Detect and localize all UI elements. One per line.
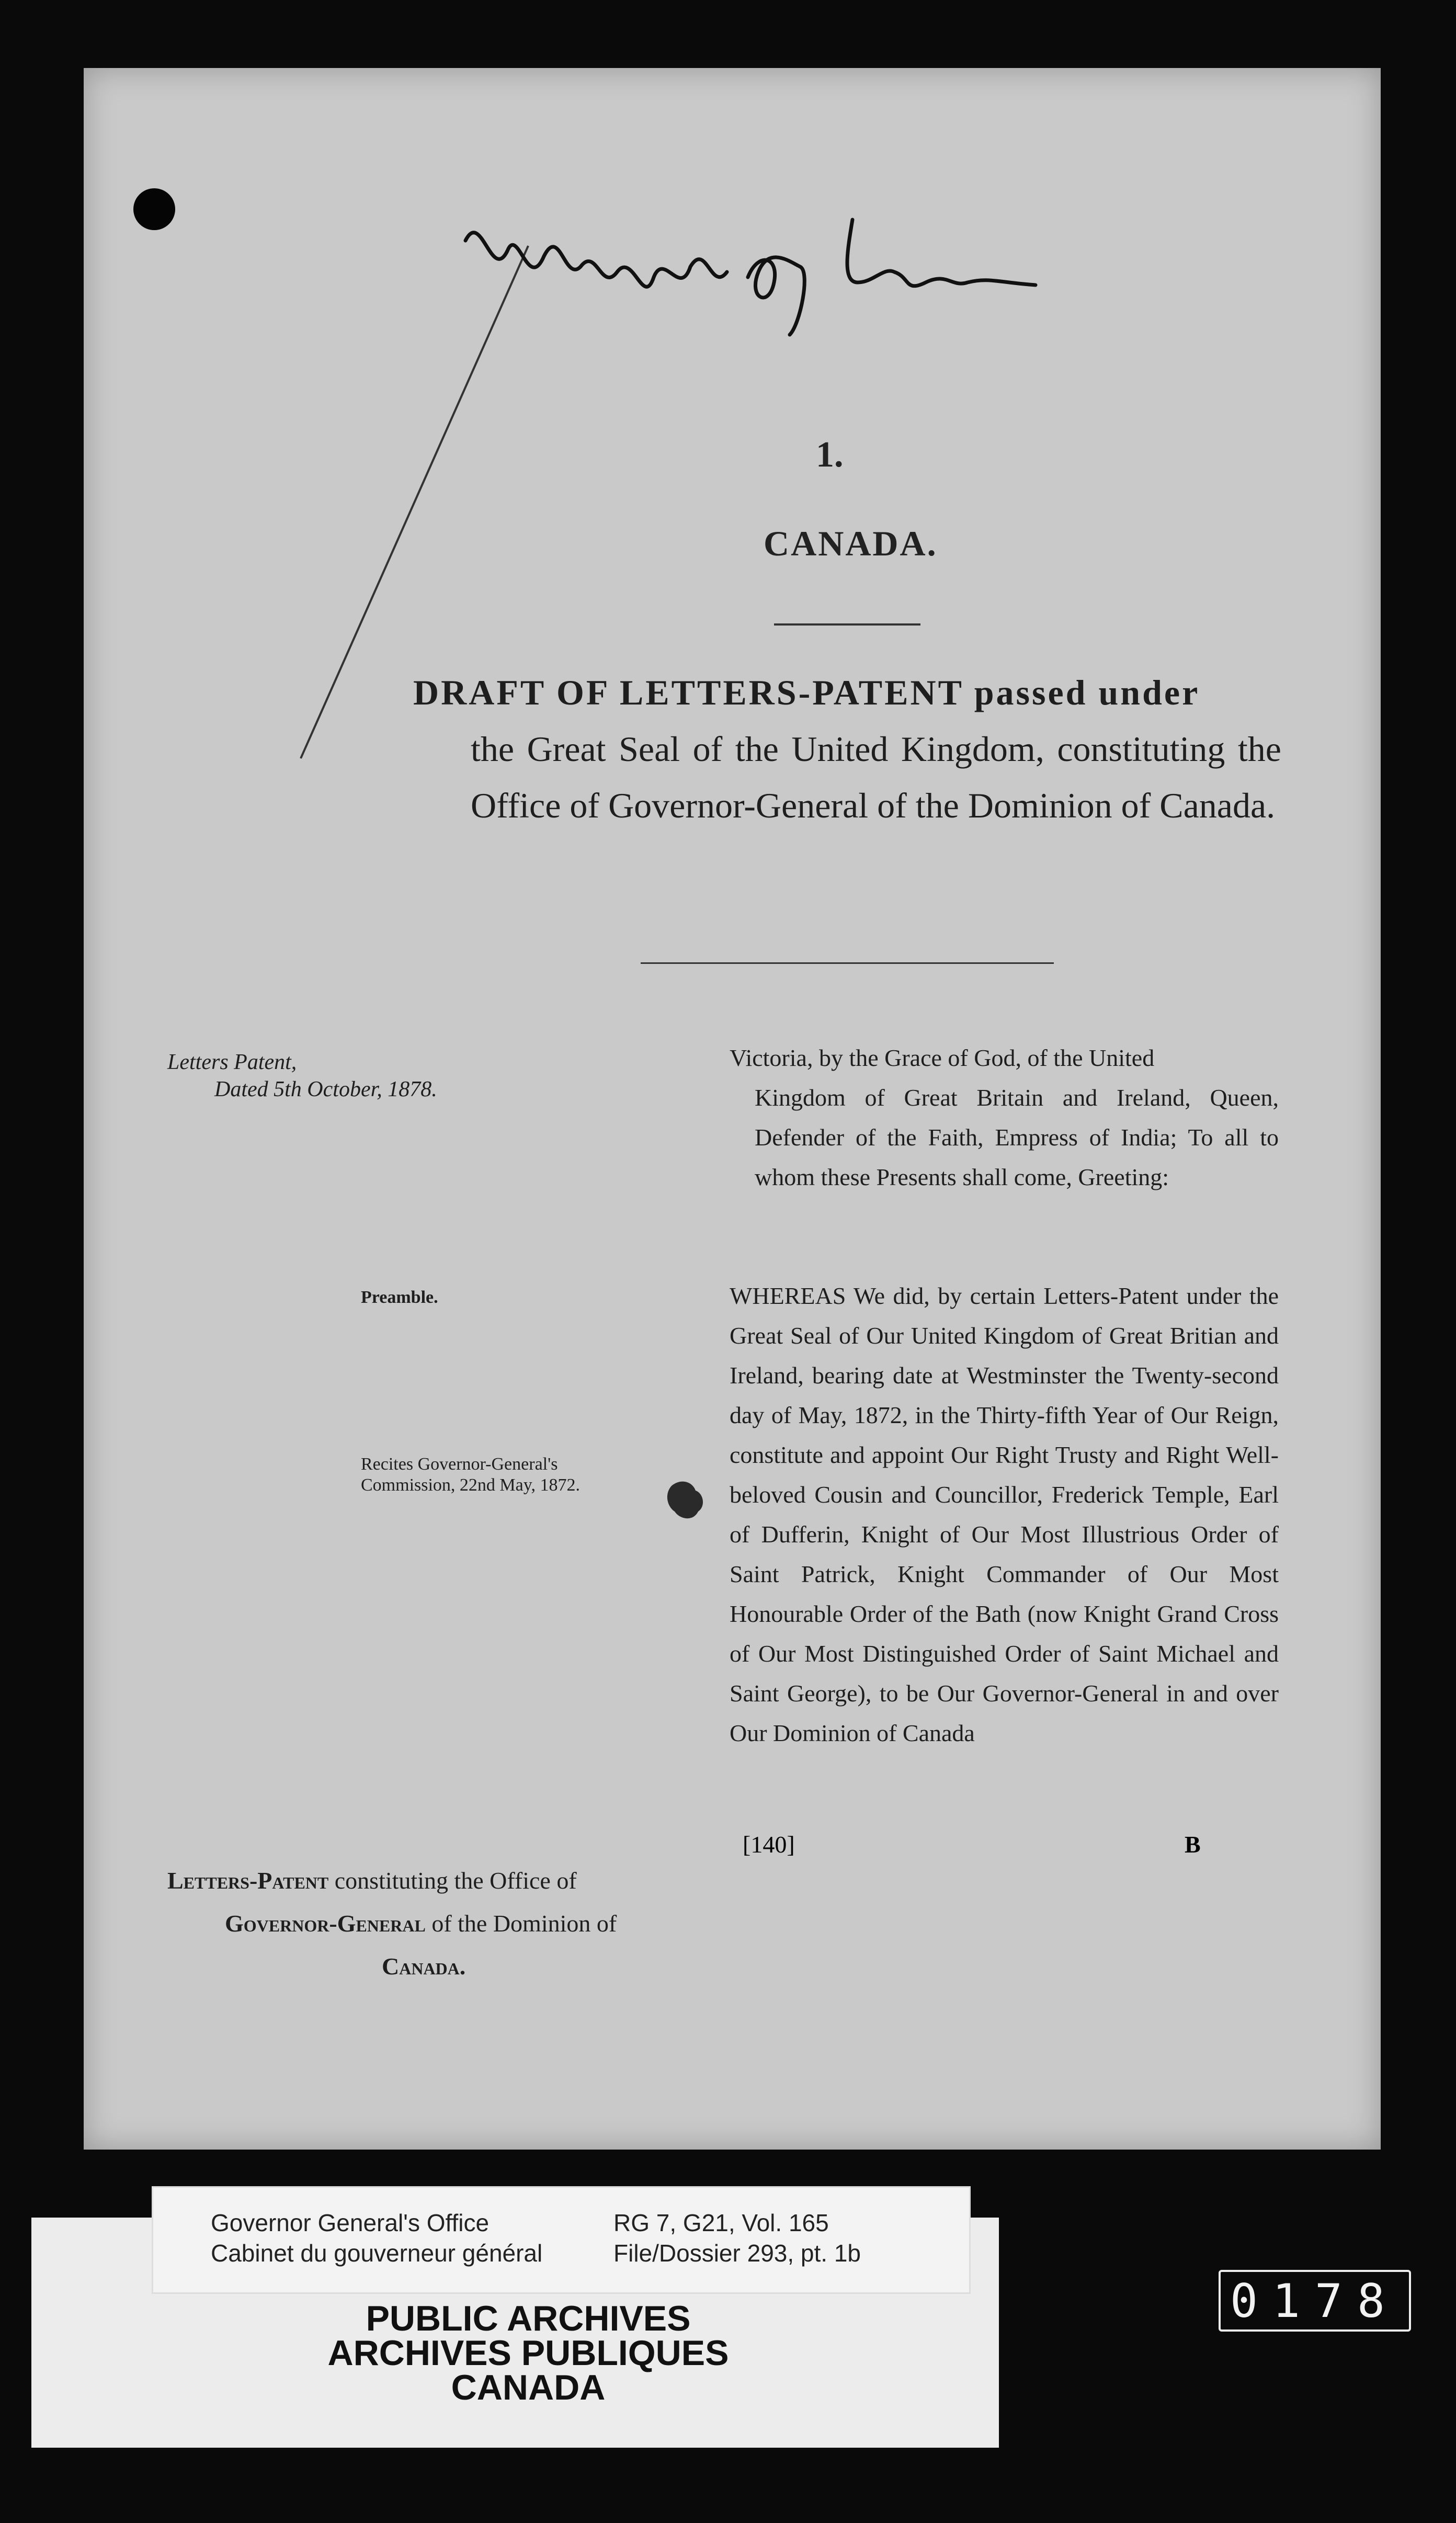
archive-reference	[613, 2208, 861, 2268]
office-fr: Cabinet du gouverneur général	[211, 2240, 543, 2267]
margin-note-line: Dated 5th October, 1878.	[214, 1077, 437, 1101]
archives-line: CANADA	[451, 2368, 606, 2407]
footer-text: constituting the Office of	[328, 1867, 577, 1894]
archive-label-card	[152, 2186, 971, 2294]
margin-note-letters-patent	[167, 1049, 437, 1103]
signature-letter: B	[1185, 1831, 1201, 1858]
footer-text: of the Dominion of	[425, 1910, 617, 1937]
footer-sc-text: Letters-Patent	[167, 1867, 329, 1894]
archives-line: PUBLIC ARCHIVES	[366, 2299, 691, 2338]
heading-canada: CANADA.	[764, 524, 938, 563]
greeting-first-line: Victoria, by the Grace of God, of the United	[730, 1044, 1155, 1071]
archives-stamp	[293, 2301, 764, 2405]
frame-number: 0178	[1219, 2270, 1411, 2332]
archives-line: ARCHIVES PUBLIQUES	[327, 2333, 729, 2373]
greeting-paragraph	[730, 1038, 1279, 1197]
margin-note-line: Letters Patent,	[167, 1050, 297, 1074]
greeting-rest: Kingdom of Great Britain and Ireland, Queen, Defender of the Faith, Empress of India; To all to whom these Presents shall come, Greeting:	[755, 1084, 1279, 1190]
footer-title	[167, 1859, 690, 1988]
footer-sc-text: Canada.	[382, 1953, 466, 1980]
handwritten-signature	[434, 178, 1062, 345]
printer-code: [140]	[743, 1831, 795, 1858]
footer-title-line	[167, 1902, 690, 1945]
footer-sc-text: Governor-General	[225, 1910, 426, 1937]
office-names	[211, 2208, 542, 2268]
office-en: Governor General's Office	[211, 2209, 490, 2236]
draft-title-rest: the Great Seal of the United Kingdom, constituting the Office of Governor-General of the Dominion of Canada.	[471, 729, 1281, 825]
draft-title-first-line: DRAFT OF LETTERS-PATENT passed under	[413, 673, 1200, 712]
archive-ref-1: RG 7, G21, Vol. 165	[613, 2209, 829, 2236]
archive-ref-2: File/Dossier 293, pt. 1b	[613, 2240, 861, 2267]
footer-title-line	[167, 1945, 690, 1988]
draft-title	[413, 664, 1281, 834]
page-number: 1.	[816, 435, 844, 475]
divider	[641, 962, 1054, 964]
ink-blot-mark	[662, 1475, 711, 1525]
divider	[774, 623, 920, 626]
margin-note-preamble: Preamble.	[361, 1288, 438, 1307]
footer-title-line	[167, 1859, 690, 1902]
whereas-paragraph: WHEREAS We did, by certain Letters-Patent under the Great Seal of Our United Kingdom of Great Britian and Ireland, bearing date at Westminster the Twenty-second day of May, 1872, in the Thirty-fifth Year of Our Reign, constitute and appoint Our Right Trusty and Right Well-beloved Cousin and Councillor, Frederick Temple, Earl of Dufferin, Knight of Our Most Illustrious Order of Saint Patrick, Knight Commander of Our Most Honourable Order of the Bath (now Knight Grand Cross of Our Most Distinguished Order of Saint Michael and Saint George), to be Our Governor-General in and over Our Dominion of Canada	[730, 1282, 1279, 1746]
margin-note-recites: Recites Governor-General's Commission, 22nd May, 1872.	[361, 1454, 581, 1495]
